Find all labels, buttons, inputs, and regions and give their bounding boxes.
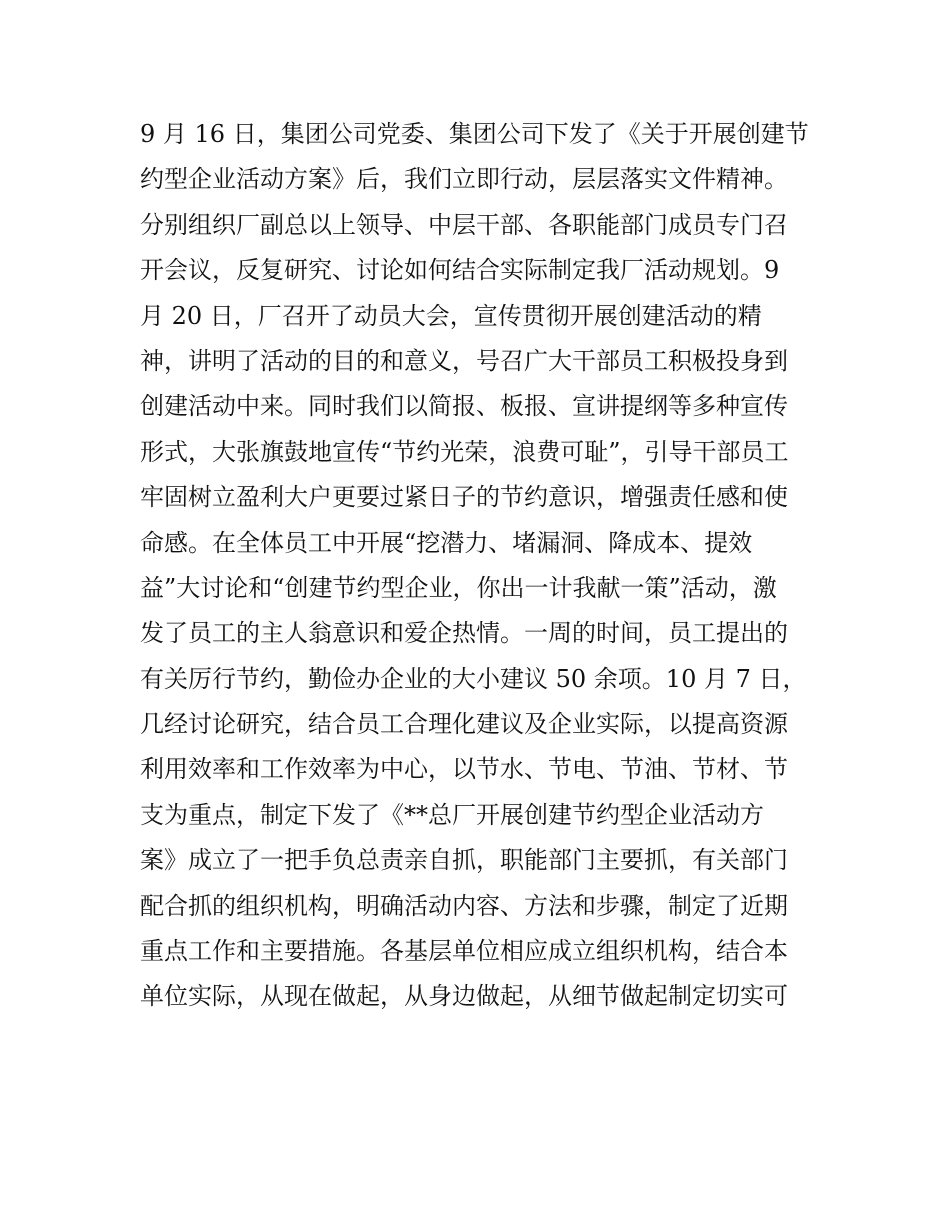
text-line-4: 开会议，反复研究、讨论如何结合实际制定我厂活动规划。9 xyxy=(140,256,780,285)
text-line-15: 利用效率和工作效率为中心，以节水、节电、节油、节材、节 xyxy=(140,755,788,784)
text-line-19: 重点工作和主要措施。各基层单位相应成立组织机构，结合本 xyxy=(140,937,788,966)
text-line-5: 月 20 日，厂召开了动员大会，宣传贯彻开展创建活动的精 xyxy=(140,301,762,330)
text-line-6: 神，讲明了活动的目的和意义，号召广大干部员工积极投身到 xyxy=(140,346,788,375)
text-line-13: 有关厉行节约，勤俭办企业的大小建议 50 余项。10 月 7 日， xyxy=(140,664,807,693)
text-line-11: 益”大讨论和“创建节约型企业，你出一计我献一策”活动，激 xyxy=(140,573,777,602)
text-line-8: 形式，大张旗鼓地宣传“节约光荣，浪费可耻”，引导干部员工 xyxy=(140,437,789,466)
text-line-18: 配合抓的组织机构，明确活动内容、方法和步骤，制定了近期 xyxy=(140,891,788,920)
text-line-7: 创建活动中来。同时我们以简报、板报、宣讲提纲等多种宣传 xyxy=(140,392,788,421)
text-line-3: 分别组织厂副总以上领导、中层干部、各职能部门成员专门召 xyxy=(140,210,788,239)
text-line-17: 案》成立了一把手负总责亲自抓，职能部门主要抓，有关部门 xyxy=(140,846,788,875)
text-line-12: 发了员工的主人翁意识和爱企热情。一周的时间，员工提出的 xyxy=(140,619,788,648)
body-text xyxy=(140,112,830,1020)
text-line-16: 支为重点，制定下发了《**总厂开展创建节约型企业活动方 xyxy=(140,800,764,829)
text-line-20: 单位实际，从现在做起，从身边做起，从细节做起制定切实可 xyxy=(140,982,788,1011)
text-line-2: 约型企业活动方案》后，我们立即行动，层层落实文件精神。 xyxy=(140,165,788,194)
text-line-1: 9 月 16 日，集团公司党委、集团公司下发了《关于开展创建节 xyxy=(140,120,809,148)
text-line-10: 命感。在全体员工中开展“挖潜力、堵漏洞、降成本、提效 xyxy=(140,528,753,557)
text-line-9: 牢固树立盈利大户更要过紧日子的节约意识，增强责任感和使 xyxy=(140,483,788,512)
text-line-14: 几经讨论研究，结合员工合理化建议及企业实际，以提高资源 xyxy=(140,710,788,739)
